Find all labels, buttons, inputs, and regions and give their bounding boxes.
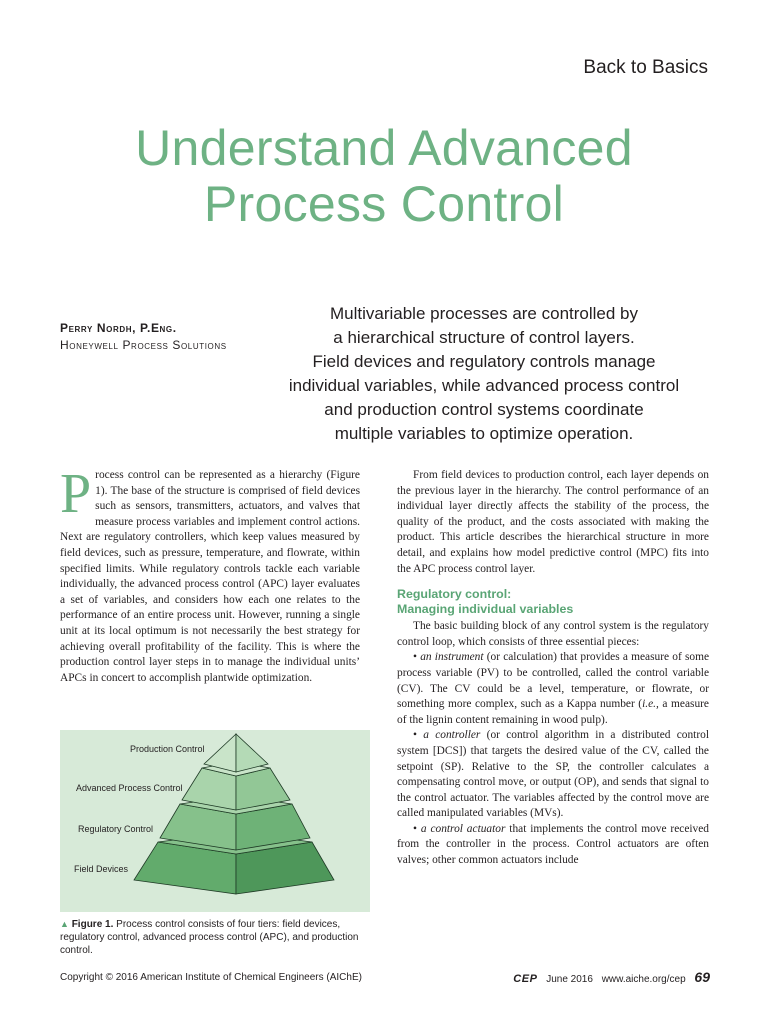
copyright-text: Copyright © 2016 American Institute of Chemical Engineers (AIChE) [60, 972, 362, 983]
tier-production-front-right [236, 734, 268, 772]
body-column-left [60, 463, 360, 686]
label-field-devices: Field Devices [74, 864, 129, 874]
subhead-line-1: Regulatory control: [397, 587, 512, 602]
deck-line: individual variables, while advanced process control [288, 376, 680, 395]
author-affiliation: Honeywell Process Solutions [60, 338, 227, 352]
intro-text: rocess control can be represented as a hierarchy (Figure 1). The base of the structure is comprised of field devices such as sensors, transmitters, actuators, and valves that measure process variables and implement control actions. Next are regulatory controllers, which keep values measured by field devices, such as pressure, temperature, and flowrate, within specified limits. While regulatory controls tackle each variable individually, the advanced process control (APC) layer evaluates a set of variables, and considers how each one relates to the performance of an entire process unit. However, running a single unit at its local optimum is not necessarily the best strategy for achieving overall profitability of the facility. This is where the production control layer steps in to manage the individual units’ APCs in concert to accomplish plantwide optimization. [60, 469, 360, 684]
tier-production-front-left [204, 734, 236, 772]
author-name: Perry Nordh, P.Eng. [60, 321, 177, 335]
deck-line: and production control systems coordinate [324, 400, 644, 419]
section-label: Back to Basics [583, 57, 708, 78]
bullet-term: a controller [423, 729, 481, 742]
figure-1-panel [60, 730, 370, 912]
author-block [60, 320, 227, 354]
drop-cap: P [60, 463, 92, 525]
figure-1-caption [60, 918, 372, 957]
subhead-line-2: Managing individual variables [397, 602, 574, 617]
label-production-control: Production Control [130, 744, 205, 754]
paragraph: The basic building block of any control system is the regulatory control loop, which consists of three essential pieces: [397, 620, 709, 648]
caption-text: Process control consists of four tiers: field devices, regulatory control, advanced process control (APC), and production control. [60, 919, 359, 956]
subhead-regulatory-control [397, 587, 709, 617]
title-line-1: Understand Advanced [135, 120, 633, 176]
issue-date: June 2016 [546, 974, 593, 985]
bullet-text: that implements the control move received from the controller in the process. Control actuators are often valves; other common actuators include [397, 822, 709, 867]
deck-line: multiple variables to optimize operation. [334, 424, 634, 443]
deck-line: Multivariable processes are controlled by [329, 304, 639, 323]
pyramid-diagram [60, 730, 370, 912]
bullet-item: • a control actuator that implements the control move received from the controller in the process. Control actuators are often valves; other common actuators include [397, 822, 709, 867]
journal-name: CEP [513, 973, 538, 985]
tier-production-control [204, 734, 268, 772]
intro-paragraph [60, 463, 360, 686]
caption-triangle-icon: ▲ [60, 919, 69, 929]
article-deck [258, 302, 710, 446]
bullet-item: • an instrument (or calculation) that provides a measure of some process variable (PV) to be controlled, called the control variable (CV). The CV could be a level, temperature, or flowrate, or something more complex, such as a Kappa number (i.e., a measure of the lignin content remaining in wood pulp). [397, 651, 709, 726]
deck-line: a hierarchical structure of control layers. [333, 328, 635, 347]
bullet-item: • a controller (or control algorithm in a distributed control system [DCS]) that targets the desired value of the CV, called the setpoint (SP). Relative to the SP, the controller calculates a compensating control move, or output (OP), and sends that signal to the control actuator. The variables affected by the control move are called manipulated variables (MVs). [397, 729, 709, 820]
title-line-2: Process Control [203, 176, 565, 232]
paragraph: From field devices to production control, each layer depends on the previous layer in the hierarchy. The control performance of an individual layer directly affects the stability of the process, the quality of the product, and the costs associated with making the product. This article describes the hierarchical structure in more detail, and explains how model predictive control (MPC) fits into the APC process control layer. [397, 469, 709, 575]
bullet-ie: i.e., [642, 698, 659, 711]
caption-label: Figure 1. [71, 919, 114, 930]
bullet-term: an instrument [420, 651, 484, 664]
bullet-text-end: a measure of the lignin content remaining in wood pulp). [397, 698, 709, 726]
bullet-text: (or control algorithm in a distributed control system [DCS]) that targets the desired value of the CV, called the setpoint (SP). Relative to the SP, the controller calculates a compensating control move, or output (OP), and sends that signal to the control actuator. The variables affected by the control move are called manipulated variables (MVs). [397, 729, 709, 820]
deck-line: Field devices and regulatory controls manage [312, 352, 656, 371]
label-regulatory-control: Regulatory Control [78, 824, 154, 834]
bullet-text: (or calculation) that provides a measure of some process variable (PV) to be controlled, called the control variable (CV). The CV could be a level, temperature, or flowrate, or something more complex, such as a Kappa number ( [397, 651, 709, 711]
label-advanced-process-control: Advanced Process Control [76, 783, 183, 793]
journal-url[interactable]: www.aiche.org/cep [601, 974, 686, 985]
footer-right [513, 969, 710, 985]
page-number: 69 [694, 969, 710, 985]
bullet-term: a control actuator [420, 822, 506, 835]
body-column-right [397, 468, 709, 869]
page-footer [60, 969, 710, 986]
article-title [0, 120, 768, 232]
